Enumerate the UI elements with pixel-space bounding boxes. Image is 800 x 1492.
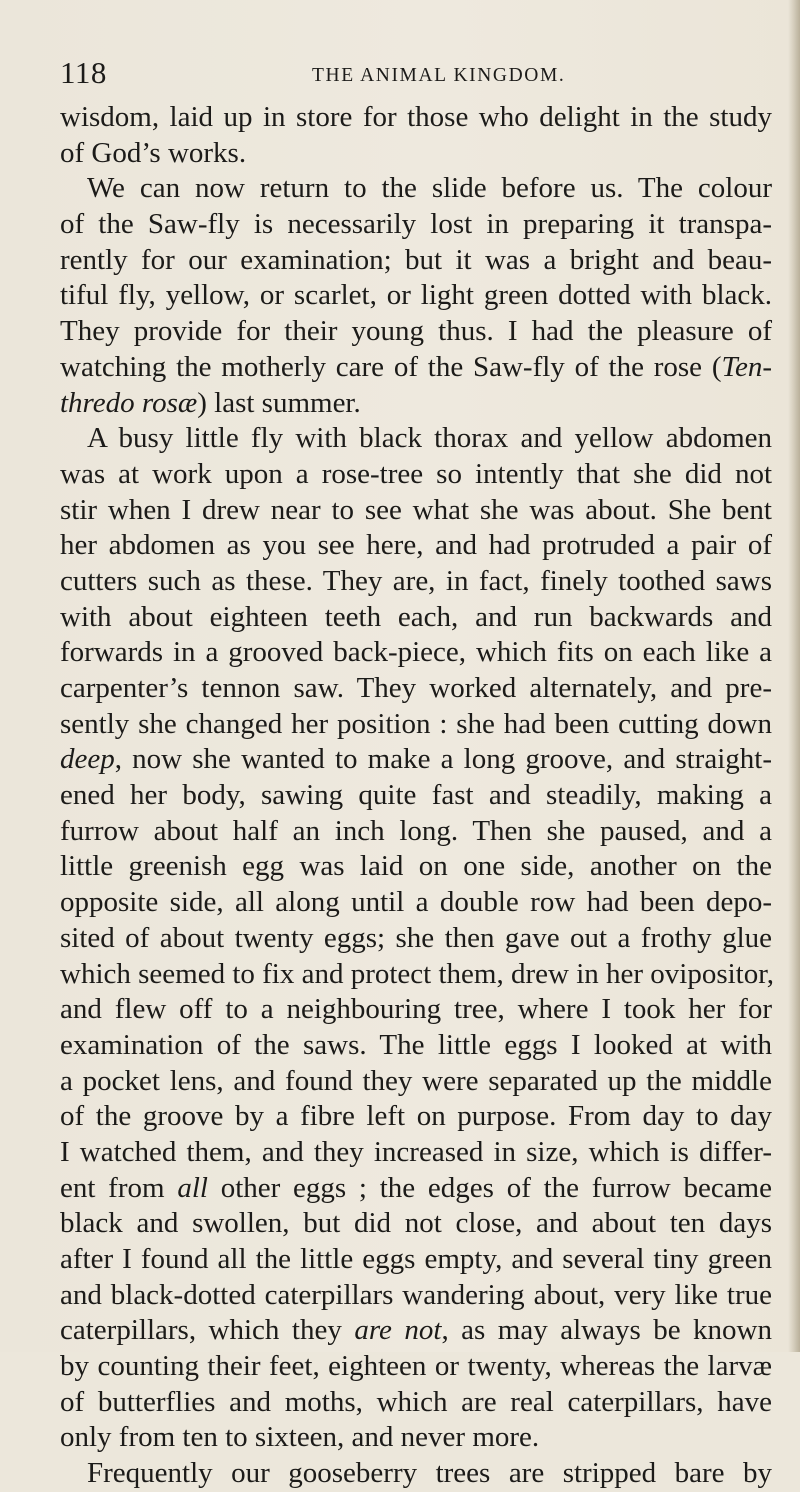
line-text: caterpillars, which they (60, 1314, 355, 1347)
line-text: watching the motherly care of the Saw-fly of the rose ( (60, 350, 722, 383)
text-line (60, 350, 772, 386)
line-text: of God’s works. (60, 136, 247, 169)
text-line (60, 1420, 772, 1456)
line-text: ent from (60, 1171, 178, 1204)
text-line (60, 1099, 772, 1135)
text-line (60, 1028, 772, 1064)
line-text: sited of about twenty eggs; she then gave out a frothy glue (60, 921, 772, 954)
paragraph-gooseberry (60, 1456, 772, 1492)
line-text: ) last summer. (197, 386, 361, 419)
text-line (60, 742, 772, 778)
text-line (60, 314, 772, 350)
line-text: other eggs ; the edges of the furrow became (207, 1171, 772, 1204)
line-text: of the groove by a fibre left on purpose. From day to day (60, 1100, 772, 1133)
text-line (60, 992, 772, 1028)
text-line (60, 1206, 772, 1242)
running-head: THE ANIMAL KINGDOM. (312, 65, 566, 86)
text-line (60, 457, 772, 493)
text-line (60, 136, 772, 172)
text-line (60, 207, 772, 243)
line-text: her abdomen as you see here, and had protruded a pair of (60, 529, 772, 562)
line-text: little greenish egg was laid on one side, another on the (60, 850, 772, 883)
text-line (60, 386, 772, 422)
text-line (60, 278, 772, 314)
text-line (60, 1385, 772, 1421)
page-header (60, 55, 760, 95)
text-line (60, 1313, 772, 1349)
line-text: rently for our examination; but it was a bright and beau- (60, 243, 772, 276)
line-text: was at work upon a rose-tree so intently that she did not (60, 457, 772, 490)
line-text: I watched them, and they increased in size, which is differ- (60, 1135, 772, 1168)
text-line (60, 528, 772, 564)
line-text: of the Saw-fly is necessarily lost in preparing it transpa- (60, 208, 772, 241)
line-text: forwards in a grooved back-piece, which fits on each like a (60, 636, 772, 669)
text-line (60, 921, 772, 957)
text-line (60, 1278, 772, 1314)
text-line (60, 493, 772, 529)
text-line (60, 885, 772, 921)
italic-text: all (177, 1171, 208, 1204)
text-line (60, 100, 772, 136)
line-text: , as may always be known (441, 1314, 773, 1347)
line-text: after I found all the little eggs empty, and several tiny green (60, 1243, 772, 1275)
line-text: examination of the saws. The little eggs I looked at with (60, 1028, 772, 1061)
line-text: Frequently our gooseberry trees are stripped bare by (87, 1457, 772, 1490)
line-text: a pocket lens, and found they were separated up the middle (60, 1064, 772, 1097)
paragraph-continuation (60, 100, 772, 171)
text-line (60, 243, 772, 279)
page-edge-shadow (788, 0, 800, 1352)
line-text: black and swollen, but did not close, and about ten days (60, 1207, 772, 1240)
text-line (60, 1456, 772, 1492)
text-line (60, 707, 772, 743)
paragraph-saw-fly (60, 171, 772, 421)
line-text: furrow about half an inch long. Then she paused, and a (60, 814, 772, 847)
body-text (60, 100, 772, 1492)
italic-text: are not (354, 1314, 442, 1347)
text-line (60, 635, 772, 671)
text-line (60, 1064, 772, 1100)
line-text: A busy little fly with black thorax and yellow abdomen (87, 422, 772, 455)
line-text: wisdom, laid up in store for those who delight in the study (60, 101, 772, 133)
line-text: , now she wanted to make a long groove, and straight- (114, 743, 772, 776)
text-line (60, 171, 772, 207)
text-line (60, 849, 772, 885)
text-line (60, 778, 772, 814)
text-line (60, 421, 772, 457)
page-number: 118 (60, 55, 107, 90)
text-line (60, 1171, 772, 1207)
italic-text: deep (60, 743, 115, 776)
line-text: of butterflies and moths, which are real caterpillars, have (60, 1385, 772, 1418)
italic-text: Ten- (721, 350, 772, 383)
text-line (60, 957, 772, 993)
line-text: opposite side, all along until a double row had been depo- (60, 886, 772, 919)
line-text: and black-dotted caterpillars wandering about, very like true (60, 1278, 772, 1311)
line-text: which seemed to fix and protect them, drew in her ovipositor, (60, 957, 774, 990)
line-text: They provide for their young thus. I had the pleasure of (60, 315, 772, 348)
line-text: tiful fly, yellow, or scarlet, or light green dotted with black. (60, 279, 772, 312)
paragraph-busy-fly (60, 421, 772, 1456)
line-text: by counting their feet, eighteen or twenty, whereas the larvæ (60, 1350, 772, 1383)
line-text: cutters such as these. They are, in fact, finely toothed saws (60, 564, 772, 597)
line-text: only from ten to sixteen, and never more. (60, 1421, 540, 1454)
line-text: We can now return to the slide before us. The colour (87, 172, 772, 205)
line-text: and flew off to a neighbouring tree, where I took her for (60, 993, 772, 1026)
text-line (60, 600, 772, 636)
text-line (60, 1242, 772, 1278)
line-text: stir when I drew near to see what she was about. She bent (60, 493, 772, 526)
text-line (60, 671, 772, 707)
line-text: ened her body, sawing quite fast and steadily, making a (60, 779, 772, 812)
italic-text: thredo rosæ (60, 386, 198, 419)
line-text: carpenter’s tennon saw. They worked alternately, and pre- (60, 672, 772, 704)
text-line (60, 814, 772, 850)
line-text: sently she changed her position : she had been cutting down (60, 707, 772, 740)
text-line (60, 1349, 772, 1385)
line-text: with about eighteen teeth each, and run backwards and (60, 600, 772, 633)
text-line (60, 564, 772, 600)
text-line (60, 1135, 772, 1171)
